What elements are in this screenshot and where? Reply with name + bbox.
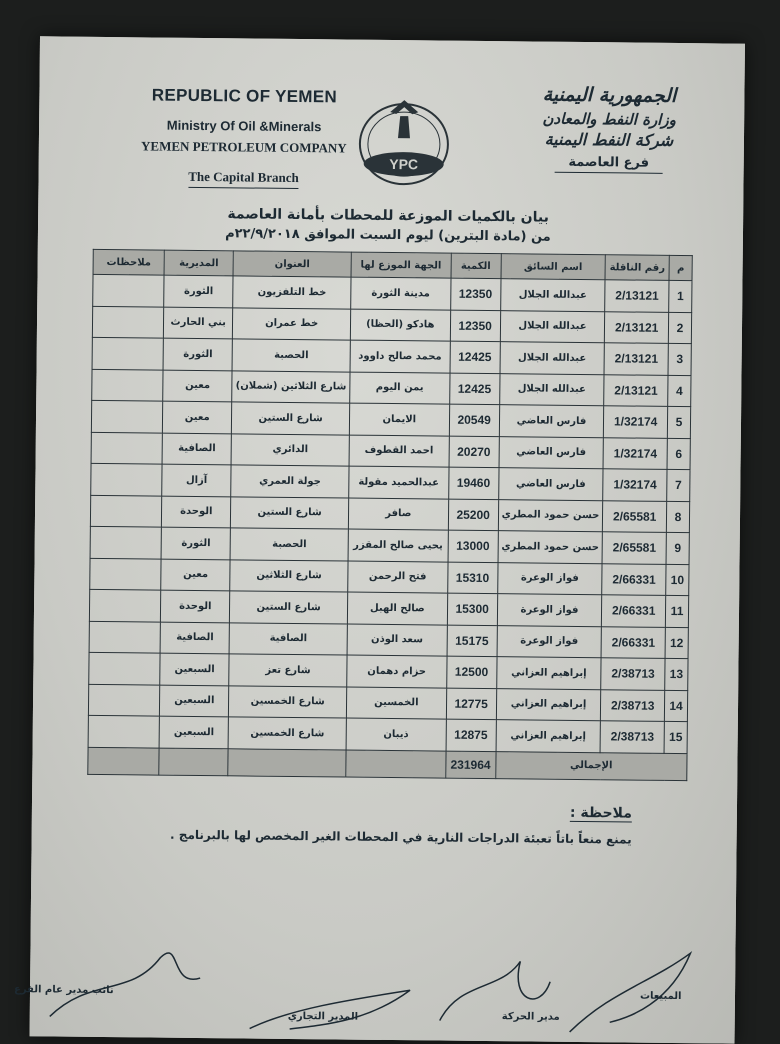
row-number-cell: 2: [668, 312, 691, 344]
driver-name-cell: فواز الوعرة: [497, 562, 602, 595]
header-destination: الجهة الموزع لها: [351, 252, 451, 278]
driver-name-cell: عبدالله الجلال: [500, 310, 605, 343]
header-quantity: الكمية: [451, 253, 501, 279]
total-label: الإجمالي: [495, 751, 687, 780]
quantity-cell: 12350: [450, 278, 500, 310]
driver-name-cell: عبدالله الجلال: [499, 373, 604, 406]
total-row: [88, 747, 687, 780]
driver-name-cell: فواز الوعرة: [497, 594, 602, 627]
row-number-cell: 8: [666, 501, 689, 533]
destination-cell: عبدالحميد مقولة: [349, 466, 449, 499]
signature-deputy-branch-manager: نائب مدير عام الفرع: [13, 984, 114, 997]
district-cell: السبعين: [160, 653, 229, 685]
quantity-cell: 15175: [447, 625, 497, 657]
company-name: YEMEN PETROLEUM COMPANY: [141, 138, 347, 156]
quantity-cell: 20270: [449, 436, 499, 468]
driver-name-cell: عبدالله الجلال: [500, 342, 605, 375]
row-number-cell: 3: [668, 343, 691, 375]
notes-cell: [89, 652, 160, 684]
arabic-ministry-name: وزارة النفط والمعادن: [542, 109, 676, 129]
destination-cell: الخمسين: [346, 687, 446, 720]
address-cell: الدائري: [231, 433, 349, 466]
notes-cell: [90, 526, 161, 558]
note-section: [152, 798, 632, 847]
vehicle-number-cell: 2/66331: [601, 626, 665, 658]
notes-cell: [92, 337, 163, 369]
address-cell: شارع الثلاثين: [230, 559, 348, 592]
quantity-cell: 20549: [449, 404, 499, 436]
district-cell: السبعين: [160, 685, 229, 717]
vehicle-number-cell: 2/38713: [601, 658, 665, 690]
destination-cell: هادكو (الحظا): [350, 309, 450, 342]
destination-cell: حزام دهمان: [347, 655, 447, 688]
row-number-cell: 13: [665, 658, 688, 690]
destination-cell: صالح الهبل: [347, 592, 447, 625]
quantity-cell: 12425: [450, 341, 500, 373]
address-cell: شارع تعز: [229, 654, 347, 687]
district-cell: الصافية: [160, 622, 229, 654]
driver-name-cell: إبراهيم العزاني: [496, 720, 601, 753]
driver-name-cell: حسن حمود المطري: [498, 531, 603, 564]
notes-cell: [88, 715, 159, 747]
vehicle-number-cell: 2/66331: [602, 563, 666, 595]
document-title: [168, 206, 608, 246]
signature-traffic-manager: مدير الحركة: [501, 1011, 560, 1023]
quantity-cell: 12350: [450, 310, 500, 342]
destination-cell: سعد الوذن: [347, 624, 447, 657]
row-number-cell: 6: [667, 438, 690, 470]
vehicle-number-cell: 2/13121: [605, 280, 669, 312]
row-number-cell: 14: [664, 690, 687, 722]
vehicle-number-cell: 2/65581: [602, 532, 666, 564]
district-cell: الثورة: [161, 527, 230, 559]
quantity-cell: 15300: [447, 593, 497, 625]
destination-cell: مدينة الثورة: [351, 277, 451, 310]
destination-cell: الايمان: [349, 403, 449, 436]
row-number-cell: 5: [667, 406, 690, 438]
vehicle-number-cell: 2/13121: [605, 311, 669, 343]
address-cell: خط عمران: [233, 307, 351, 340]
notes-cell: [89, 621, 160, 653]
notes-cell: [91, 432, 162, 464]
quantity-cell: 19460: [448, 467, 498, 499]
destination-cell: فتح الرحمن: [348, 561, 448, 594]
vehicle-number-cell: 2/66331: [602, 595, 666, 627]
notes-cell: [90, 495, 161, 527]
district-cell: الثورة: [163, 338, 232, 370]
driver-name-cell: فارس العاضي: [499, 436, 604, 469]
address-cell: شارع الثلاثين (شملان): [232, 370, 350, 403]
row-number-cell: 12: [665, 627, 688, 659]
quantity-cell: 12425: [449, 373, 499, 405]
notes-cell: [92, 306, 163, 338]
document-sheet: [13, 36, 745, 1043]
total-empty-cell: [88, 747, 159, 775]
address-cell: شارع الخمسين: [229, 685, 347, 718]
destination-cell: صافر: [348, 498, 448, 531]
vehicle-number-cell: 2/38713: [600, 721, 664, 753]
address-cell: الحصبة: [230, 528, 348, 561]
row-number-cell: 10: [666, 564, 689, 596]
row-number-cell: 9: [666, 532, 689, 564]
row-number-cell: 1: [669, 280, 692, 312]
quantity-cell: 25200: [448, 499, 498, 531]
address-cell: الحصبة: [232, 339, 350, 372]
district-cell: الوحدة: [161, 590, 230, 622]
district-cell: الثورة: [164, 275, 233, 307]
note-heading: ملاحظة :: [569, 804, 632, 822]
header-district: المديرية: [164, 250, 233, 276]
title-line-1: بيان بالكميات الموزعة للمحطات بأمانة العاصمة: [227, 206, 549, 226]
notes-cell: [91, 400, 162, 432]
quantity-cell: 13000: [448, 530, 498, 562]
address-cell: جولة العمري: [231, 465, 349, 498]
driver-name-cell: فارس العاضي: [499, 405, 604, 438]
driver-name-cell: إبراهيم العزاني: [496, 657, 601, 690]
arabic-letterhead: [509, 83, 710, 174]
notes-cell: [88, 684, 159, 716]
vehicle-number-cell: 2/13121: [604, 374, 668, 406]
distribution-table: [87, 249, 692, 781]
driver-name-cell: حسن حمود المطري: [498, 499, 603, 532]
english-letterhead: [118, 85, 369, 190]
address-cell: شارع الستين: [230, 591, 348, 624]
title-line-2: من (مادة البترين) ليوم السبت الموافق ٢٢/٩/٢٠١٨م: [225, 226, 551, 245]
vehicle-number-cell: 2/13121: [604, 343, 668, 375]
note-text: يمنع منعاً باتاً تعبئة الدراجات النارية في المحطات الغير المخصص لها بالبرنامج .: [170, 827, 632, 847]
header-address: العنوان: [233, 251, 351, 277]
address-cell: شارع الستين: [232, 402, 350, 435]
district-cell: بني الحارث: [164, 307, 233, 339]
row-number-cell: 15: [664, 721, 687, 753]
address-cell: شارع الستين: [231, 496, 349, 529]
quantity-cell: 12500: [446, 656, 496, 688]
vehicle-number-cell: 1/32174: [604, 406, 668, 438]
district-cell: معين: [163, 370, 232, 402]
quantity-cell: 15310: [447, 562, 497, 594]
district-cell: معين: [163, 401, 232, 433]
notes-cell: [90, 558, 161, 590]
vehicle-number-cell: 2/38713: [601, 689, 665, 721]
driver-name-cell: فواز الوعرة: [497, 625, 602, 658]
district-cell: معين: [161, 559, 230, 591]
notes-cell: [92, 369, 163, 401]
address-cell: الصافية: [229, 622, 347, 655]
destination-cell: احمد القطوف: [349, 435, 449, 468]
destination-cell: يمن اليوم: [350, 372, 450, 405]
republic-name: REPUBLIC OF YEMEN: [151, 85, 338, 107]
address-cell: شارع الخمسين: [228, 717, 346, 750]
vehicle-number-cell: 1/32174: [603, 469, 667, 501]
signature-sales: المبيعات: [639, 990, 682, 1003]
row-number-cell: 4: [668, 375, 691, 407]
destination-cell: محمد صالح داوود: [350, 340, 450, 373]
district-cell: السبعين: [159, 716, 228, 748]
destination-cell: ذيبان: [346, 718, 446, 751]
signatures-scribble-icon: [30, 916, 736, 1043]
district-cell: الصافية: [162, 433, 231, 465]
quantity-cell: 12775: [446, 688, 496, 720]
district-cell: الوحدة: [162, 496, 231, 528]
driver-name-cell: عبدالله الجلال: [500, 279, 605, 312]
row-number-cell: 7: [667, 469, 690, 501]
header-vehicle: رقم الناقلة: [605, 255, 669, 281]
driver-name-cell: إبراهيم العزاني: [496, 688, 601, 721]
header-driver: اسم السائق: [501, 254, 606, 280]
logo-text: YPC: [389, 155, 419, 173]
ypc-logo-icon: [343, 91, 464, 192]
total-empty-cell: [159, 748, 228, 776]
total-empty-cell: [346, 750, 446, 778]
arabic-branch-name: فرع العاصمة: [554, 155, 663, 174]
arabic-company-name: شركة النفط اليمنية: [544, 129, 674, 150]
destination-cell: يحيى صالح المقزر: [348, 529, 448, 562]
notes-cell: [89, 589, 160, 621]
total-empty-cell: [228, 748, 346, 776]
ministry-name: Ministry Of Oil &Minerals: [166, 117, 322, 135]
arabic-republic-name: الجمهورية اليمنية: [542, 83, 677, 107]
driver-name-cell: فارس العاضي: [498, 468, 603, 501]
row-number-cell: 11: [665, 595, 688, 627]
header-notes: ملاحظات: [93, 249, 164, 275]
branch-name: The Capital Branch: [188, 169, 299, 189]
notes-cell: [91, 463, 162, 495]
quantity-cell: 12875: [446, 719, 496, 751]
vehicle-number-cell: 1/32174: [603, 437, 667, 469]
header-no: م: [669, 255, 692, 280]
total-value: 231964: [445, 751, 495, 779]
district-cell: آزال: [162, 464, 231, 496]
notes-cell: [93, 274, 164, 306]
address-cell: خط التلفزيون: [233, 276, 351, 309]
signature-commercial-manager: المدير التجاري: [287, 1010, 359, 1023]
vehicle-number-cell: 2/65581: [603, 500, 667, 532]
